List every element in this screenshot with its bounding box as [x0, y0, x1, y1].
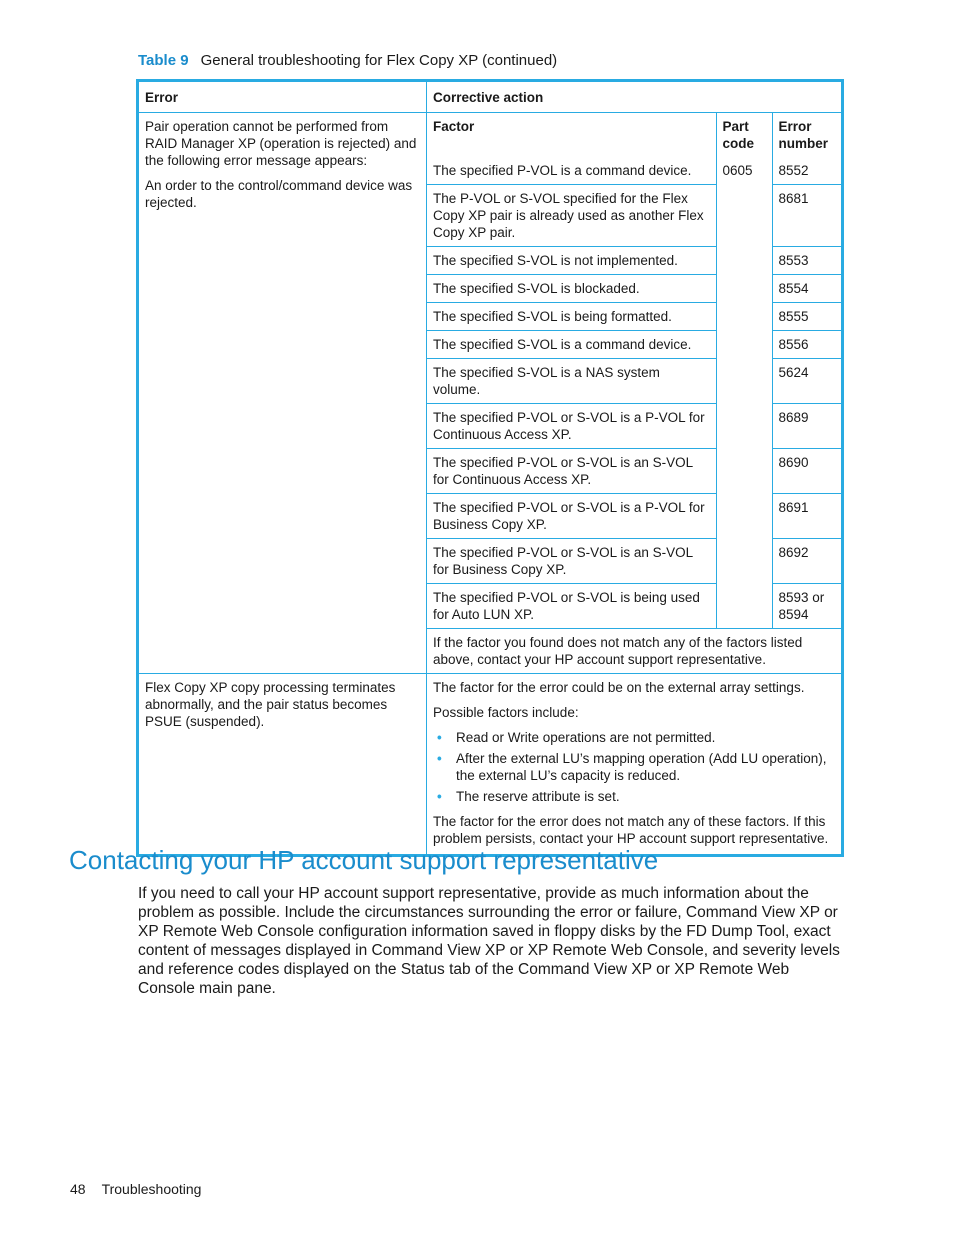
factor-row — [427, 584, 841, 629]
action-text: The factor for the error could be on the external array settings. — [433, 680, 805, 695]
list-item — [433, 729, 835, 746]
factor-row — [427, 359, 841, 404]
header-part-code: Part code — [716, 113, 772, 157]
error-cell — [138, 674, 427, 856]
page-number: 48 — [70, 1181, 86, 1197]
error-message: An order to the control/command device was rejected. — [145, 178, 413, 210]
action-text: The factor for the error does not match any of these factors. If this problem persists, contact your HP account support representative. — [433, 814, 829, 846]
list-item-text: The reserve attribute is set. — [456, 789, 620, 804]
factor-text: The specified P-VOL or S-VOL is an S-VOL for Continuous Access XP. — [427, 449, 716, 494]
corrective-action-cell — [427, 113, 843, 674]
factor-text: The specified P-VOL is a command device. — [427, 157, 716, 185]
bullet-icon: • — [437, 751, 442, 766]
error-text: Pair operation cannot be performed from RAID Manager XP (operation is rejected) and the following error message appears: — [145, 119, 417, 168]
error-number: 8690 — [772, 449, 841, 494]
list-item-text: Read or Write operations are not permitted. — [456, 730, 716, 745]
table-caption — [138, 51, 557, 71]
list-item-text: After the external LU’s mapping operation (Add LU operation), the external LU’s capacity is reduced. — [456, 751, 827, 783]
section-body: If you need to call your HP account support representative, provide as much information about the problem as possible. Include the circumstances surrounding the error or failure, Command View XP or XP Remote Web Console configuration information saved in floppy disks by the FD Dump Tool, exact content of messages displayed in Command View XP or XP Remote Web Console, and severity levels and reference codes displayed on the Status tab of the Command View XP or XP Remote Web Console main pane. — [138, 885, 840, 997]
factor-text: The P-VOL or S-VOL specified for the Flex Copy XP pair is already used as another Flex Copy XP pair. — [427, 185, 716, 247]
error-number: 8553 — [772, 247, 841, 275]
bullet-icon: • — [437, 789, 442, 804]
error-number: 8593 or 8594 — [772, 584, 841, 629]
factor-text: The specified P-VOL or S-VOL is a P-VOL for Continuous Access XP. — [427, 404, 716, 449]
error-number: 8689 — [772, 404, 841, 449]
factor-footer-row — [427, 629, 841, 674]
factor-text: The specified S-VOL is not implemented. — [427, 247, 716, 275]
factor-text: The specified S-VOL is blockaded. — [427, 275, 716, 303]
factor-row — [427, 303, 841, 331]
factor-row — [427, 331, 841, 359]
factor-text: The specified S-VOL is a NAS system volume. — [427, 359, 716, 404]
list-item — [433, 750, 835, 784]
error-number: 8554 — [772, 275, 841, 303]
error-number: 8691 — [772, 494, 841, 539]
factor-row — [427, 247, 841, 275]
table-title: General troubleshooting for Flex Copy XP (continued) — [200, 52, 558, 69]
factor-text: The specified P-VOL or S-VOL is being used for Auto LUN XP. — [427, 584, 716, 629]
factor-text: The specified P-VOL or S-VOL is a P-VOL for Business Copy XP. — [427, 494, 716, 539]
table-row — [138, 674, 843, 856]
header-factor: Factor — [427, 113, 716, 157]
factor-row — [427, 449, 841, 494]
bullet-icon: • — [437, 730, 442, 745]
table-row — [138, 113, 843, 674]
page-footer — [70, 1180, 201, 1198]
factor-row — [427, 185, 841, 247]
factor-row — [427, 404, 841, 449]
table-number: Table 9 — [138, 52, 189, 69]
error-text: Flex Copy XP copy processing terminates abnormally, and the pair status becomes PSUE (suspended). — [145, 680, 396, 729]
troubleshooting-table — [136, 79, 844, 857]
part-code: 0605 — [716, 157, 772, 629]
factor-list — [433, 729, 835, 805]
table-header-row — [138, 81, 843, 113]
factor-header-row — [427, 113, 841, 157]
factor-row — [427, 157, 841, 185]
list-item — [433, 788, 835, 805]
error-number: 8681 — [772, 185, 841, 247]
error-number: 8552 — [772, 157, 841, 185]
error-number: 8556 — [772, 331, 841, 359]
error-number: 5624 — [772, 359, 841, 404]
factor-table — [427, 113, 841, 673]
factor-text: The specified P-VOL or S-VOL is an S-VOL for Business Copy XP. — [427, 539, 716, 584]
factor-text: The specified S-VOL is being formatted. — [427, 303, 716, 331]
factor-row — [427, 494, 841, 539]
header-corrective-action: Corrective action — [427, 81, 843, 113]
error-number: 8692 — [772, 539, 841, 584]
factor-footer-note: If the factor you found does not match any of the factors listed above, contact your HP account support representative. — [427, 629, 841, 674]
factor-text: The specified S-VOL is a command device. — [427, 331, 716, 359]
section-heading: Contacting your HP account support representative — [69, 845, 659, 875]
factor-row — [427, 275, 841, 303]
corrective-action-cell — [427, 674, 843, 856]
chapter-name: Troubleshooting — [101, 1181, 202, 1197]
header-error: Error — [138, 81, 427, 113]
error-number: 8555 — [772, 303, 841, 331]
action-text: Possible factors include: — [433, 705, 579, 720]
factor-row — [427, 539, 841, 584]
header-error-number: Error number — [772, 113, 841, 157]
error-cell — [138, 113, 427, 674]
